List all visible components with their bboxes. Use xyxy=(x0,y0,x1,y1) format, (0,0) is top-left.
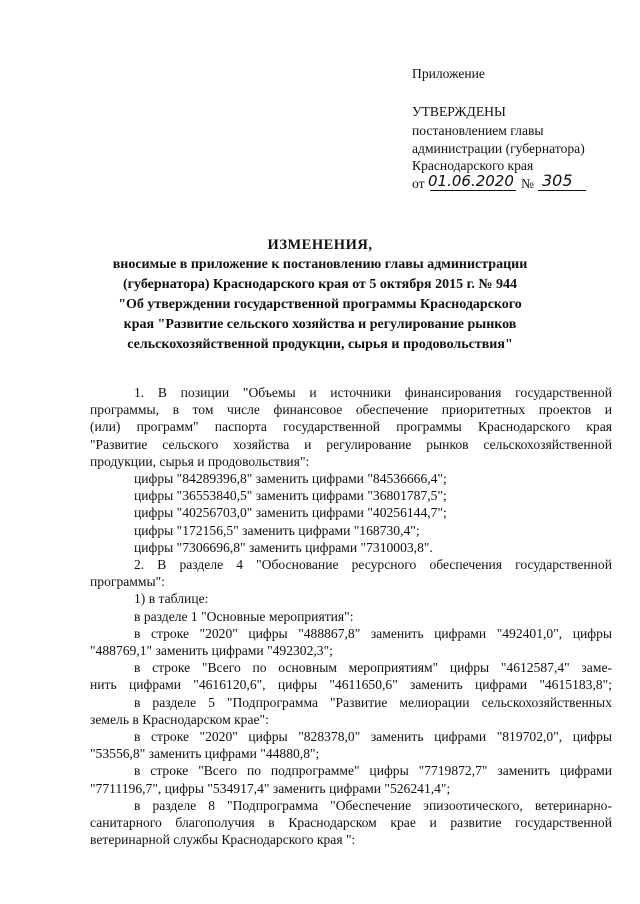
s5-a-line-2: "53556,8" заменить цифрами "44880,8"; xyxy=(90,746,320,762)
s1-a-line-2: "488769,1" заменить цифрами "492302,3"; xyxy=(90,643,333,659)
title-line-1: вносимые в приложение к постановлению главы администрации xyxy=(112,257,528,272)
number-underline xyxy=(538,190,586,191)
s1-b-line-2: нить цифрами "4616120,6", цифры "4611650,6" заменить цифрами "4615183,8"; xyxy=(90,677,612,693)
title-line-2: (губернатора) Краснодарского края от 5 октября 2015 г. № 944 xyxy=(123,277,517,292)
s5-title-line-1: в разделе 5 "Подпрограмма "Развитие мелиорации сельскохозяйственных xyxy=(134,694,612,710)
s8-title-line-1: в разделе 8 "Подпрограмма "Обеспечение эпизоотического, ветеринарно- xyxy=(134,797,612,813)
approval-number-label: № xyxy=(521,176,534,191)
p2-line-2: программы": xyxy=(90,574,165,590)
approval-line-2: администрации (губернатора) xyxy=(412,141,585,156)
p1-line-3: (или) программ" паспорта государственной программы Краснодарского края xyxy=(90,419,612,435)
handwritten-date: 01.06.2020 xyxy=(428,172,514,190)
p1-line-1: 1. В позиции "Объемы и источники финансирования государственной xyxy=(134,385,612,400)
p1-line-5: продукции, сырья и продовольствия": xyxy=(90,453,310,469)
p1-item-5: цифры "7306696,8" заменить цифрами "7310003,8". xyxy=(134,539,433,555)
s5-a-line-1: в строке "2020" цифры "828378,0" заменить цифрами "819702,0", цифры xyxy=(134,729,612,745)
s5-title-line-2: земель в Краснодарском крае": xyxy=(90,711,269,727)
s1-title: в разделе 1 "Основные мероприятия": xyxy=(134,608,354,624)
s5-b-line-2: "7711196,7", цифры "534917,4" заменить цифрами "526241,4"; xyxy=(90,780,451,796)
title-line-5: сельскохозяйственной продукции, сырья и продовольствия" xyxy=(127,337,513,352)
document-title xyxy=(90,236,550,355)
p2-sub-1: 1) в таблице: xyxy=(134,591,209,607)
title-line-3: "Об утверждении государственной программы Краснодарского xyxy=(118,297,522,312)
s1-b-line-1: в строке "Всего по основным мероприятиям" цифры "4612587,4" заме- xyxy=(134,660,612,676)
date-underline xyxy=(430,190,516,191)
s8-title-line-3: ветеринарной службы Краснодарского края ": xyxy=(90,832,356,848)
appendix-label: Приложение xyxy=(412,66,485,81)
p1-line-2: программы, в том числе финансовое обеспечение приоритетных проектов и xyxy=(90,402,612,418)
document-body xyxy=(90,384,612,848)
s8-title-line-2: санитарного благополучия в Краснодарском крае и развитие государственной xyxy=(90,815,612,831)
title-heading: ИЗМЕНЕНИЯ, xyxy=(267,237,373,253)
p2-line-1: 2. В разделе 4 "Обоснование ресурсного обеспечения государственной xyxy=(134,557,612,573)
approved-label: УТВЕРЖДЕНЫ xyxy=(412,104,506,119)
p1-line-4: "Развитие сельского хозяйства и регулирование рынков сельскохозяйственной xyxy=(90,436,612,452)
approval-line-3: Краснодарского края xyxy=(412,158,534,173)
p1-item-2: цифры "36553840,5" заменить цифрами "36801787,5"; xyxy=(134,488,447,504)
p1-item-1: цифры "84289396,8" заменить цифрами "84536666,4"; xyxy=(134,471,447,487)
p1-item-4: цифры "172156,5" заменить цифрами "168730,4"; xyxy=(134,522,420,538)
handwritten-number: 305 xyxy=(542,171,573,190)
s1-a-line-1: в строке "2020" цифры "488867,8" заменить цифрами "492401,0", цифры xyxy=(134,625,612,641)
approval-from-label: от xyxy=(412,176,425,191)
p1-item-3: цифры "40256703,0" заменить цифрами "40256144,7"; xyxy=(134,505,447,521)
title-line-4: края "Развитие сельского хозяйства и регулирование рынков xyxy=(123,317,517,332)
s5-b-line-1: в строке "Всего по подпрограмме" цифры "7719872,7" заменить цифрами xyxy=(134,763,612,779)
approval-line-1: постановлением главы xyxy=(412,123,544,138)
